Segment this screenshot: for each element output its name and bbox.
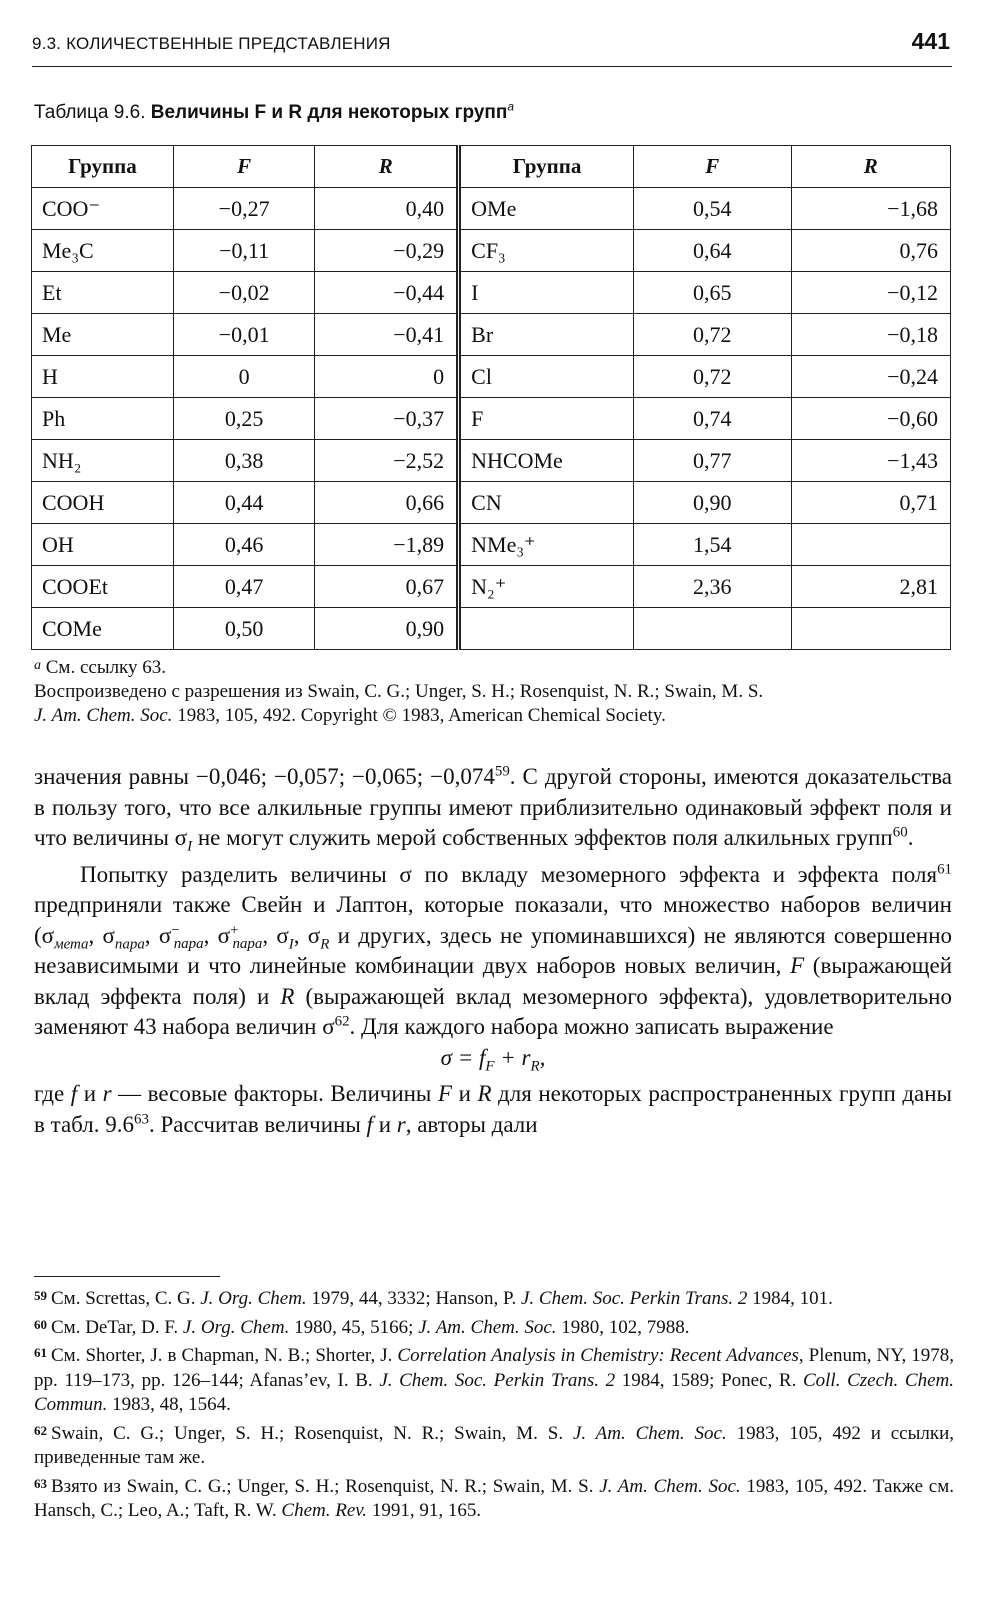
header-f-right: F xyxy=(633,146,791,188)
cell-r-right xyxy=(791,608,950,650)
cell-f-right: 0,64 xyxy=(633,230,791,272)
footnotes xyxy=(34,1284,954,1525)
table-row xyxy=(32,272,951,314)
table-footnote-mark: a xyxy=(507,99,515,114)
cell-group-left: COMe xyxy=(32,608,174,650)
table-row xyxy=(32,398,951,440)
note-a: См. ссылку 63. xyxy=(45,657,167,678)
cell-f-right: 2,36 xyxy=(633,566,791,608)
table-row xyxy=(32,482,951,524)
footnote-59: $^{59}$ См. Screttas, C. G. J. Org. Chem. 1979, 44, 3332; Hanson, P. J. Chem. Soc. Perkin Trans. 2 1984, 101. xyxy=(34,1288,833,1309)
paragraph-1: значения равны −0,046; −0,057; −0,065; $-0,074^{59}$. С другой стороны, имеются доказательства в пользу того, что все алкильные группы имеют приблизительно одинаковый эффект поля и что величины $\sigma_I$ не могут служить мерой собственных эффектов поля алкильных групп$^{60}$. xyxy=(34,763,952,855)
cell-r-right: −1,43 xyxy=(791,440,950,482)
cell-group-left: NH₂ xyxy=(32,440,174,482)
cell-r-right xyxy=(791,524,950,566)
cell-r-left: 0,40 xyxy=(315,188,459,230)
cell-f-right: 0,54 xyxy=(633,188,791,230)
cell-r-right: −0,12 xyxy=(791,272,950,314)
header-f-left: F xyxy=(173,146,315,188)
table-row xyxy=(32,188,951,230)
formula: $\sigma = f_F + r_R$, xyxy=(440,1044,546,1075)
footnote-60: $^{60}$ См. DeTar, D. F. J. Org. Chem. 1980, 45, 5166; J. Am. Chem. Soc. 1980, 102, 7988. xyxy=(34,1316,690,1338)
footnote-62: $^{62}$ Swain, C. G.; Unger, S. H.; Rosenquist, N. R.; Swain, M. S. J. Am. Chem. Soc. 1983, 105, 492 и ссылки, приведенные там же. xyxy=(34,1422,954,1468)
header-r-left: R xyxy=(315,146,459,188)
cell-f-left: 0,38 xyxy=(173,440,315,482)
paragraph-3: где f и r — весовые факторы. Величины F и R для некоторых распространенных групп даны в табл. $9.6^{63}$. Рассчитав величины f и r, авторы дали xyxy=(34,1081,953,1137)
note-mark: a xyxy=(34,658,41,673)
cell-r-left: 0,66 xyxy=(315,482,459,524)
footnote-63: $^{63}$ Взято из Swain, C. G.; Unger, S. H.; Rosenquist, N. R.; Swain, M. S. J. Am. Chem. Soc. 1983, 105, 492. Также см. Hansch, C.; Leo, A.; Taft, R. W. Chem. Rev. 1991, 91, 165. xyxy=(34,1475,954,1521)
cell-group-right: I xyxy=(459,272,634,314)
reproduced-journal: J. Am. Chem. Soc. xyxy=(34,705,173,726)
table-row xyxy=(32,314,951,356)
table-notes xyxy=(34,654,954,728)
page-number: 441 xyxy=(911,28,950,54)
cell-r-left: 0,67 xyxy=(315,566,459,608)
cell-group-left: Et xyxy=(32,272,174,314)
cell-f-right xyxy=(633,608,791,650)
section-title: 9.3. КОЛИЧЕСТВЕННЫЕ ПРЕДСТАВЛЕНИЯ xyxy=(32,34,391,53)
cell-r-left: −0,37 xyxy=(315,398,459,440)
cell-group-left: H xyxy=(32,356,174,398)
cell-r-right: −0,18 xyxy=(791,314,950,356)
table-header-row xyxy=(32,146,951,188)
cell-f-left: −0,11 xyxy=(173,230,315,272)
cell-group-left: COOH xyxy=(32,482,174,524)
cell-f-left: 0 xyxy=(173,356,315,398)
table-row xyxy=(32,566,951,608)
table-caption xyxy=(34,99,515,124)
cell-r-right: −0,24 xyxy=(791,356,950,398)
cell-r-left: −1,89 xyxy=(315,524,459,566)
cell-f-left: −0,02 xyxy=(173,272,315,314)
cell-group-right: N₂⁺ xyxy=(459,566,634,608)
header-r-right: R xyxy=(791,146,950,188)
reproduced-line-2: 1983, 105, 492. Copyright © 1983, American Chemical Society. xyxy=(172,705,666,726)
cell-r-left: 0,90 xyxy=(315,608,459,650)
cell-group-right: CF₃ xyxy=(459,230,634,272)
table-number: Таблица 9.6. xyxy=(34,102,146,123)
paragraph-2: Попытку разделить величины σ по вкладу мезомерного эффекта и эффекта поля$^{61}$ предприняли также Свейн и Лаптон, которые показали, что множество наборов величин ($\sigma_{мета}$, $\sigma_{пара}$, $\sigma^-_{пара}$, $\sigma^+_{пара}$, $\sigma_I$, $\sigma_R$ и других, здесь не упоминавшихся) не являются совершенно независимыми и что линейные комбинации двух наборов новых величин, F (выражающей вклад эффекта поля) и R (выражающей вклад мезомерного эффекта), удовлетворительно заменяют 43 набора величин $\sigma^{62}$. Для каждого набора можно записать выражение xyxy=(34,860,953,1039)
table-row xyxy=(32,608,951,650)
cell-f-right: 0,77 xyxy=(633,440,791,482)
cell-group-left: COO⁻ xyxy=(32,188,174,230)
cell-f-left: −0,01 xyxy=(173,314,315,356)
cell-group-left: OH xyxy=(32,524,174,566)
footnote-separator xyxy=(34,1276,220,1277)
table-row xyxy=(32,524,951,566)
cell-group-right xyxy=(459,608,634,650)
cell-group-right: Cl xyxy=(459,356,634,398)
cell-f-right: 0,74 xyxy=(633,398,791,440)
cell-group-right: Br xyxy=(459,314,634,356)
table-row xyxy=(32,440,951,482)
cell-r-right: −1,68 xyxy=(791,188,950,230)
cell-f-right: 0,65 xyxy=(633,272,791,314)
cell-f-right: 0,90 xyxy=(633,482,791,524)
cell-f-left: 0,50 xyxy=(173,608,315,650)
cell-r-left: 0 xyxy=(315,356,459,398)
reproduced-line-1: Воспроизведено с разрешения из Swain, C. G.; Unger, S. H.; Rosenquist, N. R.; Swain, M. S. xyxy=(34,681,764,702)
cell-group-right: NHCOMe xyxy=(459,440,634,482)
cell-f-left: −0,27 xyxy=(173,188,315,230)
cell-f-left: 0,47 xyxy=(173,566,315,608)
cell-r-right: 2,81 xyxy=(791,566,950,608)
cell-r-left: −2,52 xyxy=(315,440,459,482)
cell-r-right: 0,76 xyxy=(791,230,950,272)
cell-group-right: NMe₃⁺ xyxy=(459,524,634,566)
cell-group-right: OMe xyxy=(459,188,634,230)
table-row xyxy=(32,356,951,398)
cell-group-left: COOEt xyxy=(32,566,174,608)
cell-r-left: −0,44 xyxy=(315,272,459,314)
table-row xyxy=(32,230,951,272)
fr-values-table xyxy=(31,145,951,650)
main-text xyxy=(34,762,952,1140)
cell-f-right: 0,72 xyxy=(633,356,791,398)
cell-r-left: −0,41 xyxy=(315,314,459,356)
cell-f-left: 0,44 xyxy=(173,482,315,524)
cell-group-left: Me₃C xyxy=(32,230,174,272)
cell-f-right: 1,54 xyxy=(633,524,791,566)
cell-f-left: 0,25 xyxy=(173,398,315,440)
cell-group-left: Me xyxy=(32,314,174,356)
running-head xyxy=(32,26,952,67)
header-group-right: Группа xyxy=(459,146,634,188)
table-title: Величины F и R для некоторых групп xyxy=(150,102,508,123)
cell-group-right: F xyxy=(459,398,634,440)
cell-f-right: 0,72 xyxy=(633,314,791,356)
cell-group-right: CN xyxy=(459,482,634,524)
cell-r-right: 0,71 xyxy=(791,482,950,524)
cell-r-right: −0,60 xyxy=(791,398,950,440)
cell-r-left: −0,29 xyxy=(315,230,459,272)
cell-group-left: Ph xyxy=(32,398,174,440)
cell-f-left: 0,46 xyxy=(173,524,315,566)
header-group-left: Группа xyxy=(32,146,174,188)
footnote-61: $^{61}$ См. Shorter, J. в Chapman, N. B.; Shorter, J. Correlation Analysis in Chemistry: Recent Advances, Plenum, NY, 1978, pp. 119–173, pp. 126–144; Afanas’ev, I. B. J. Chem. Soc. Perkin Trans. 2 1984, 1589; Ponec, R. Coll. Czech. Chem. Commun. 1983, 48, 1564. xyxy=(34,1345,954,1415)
